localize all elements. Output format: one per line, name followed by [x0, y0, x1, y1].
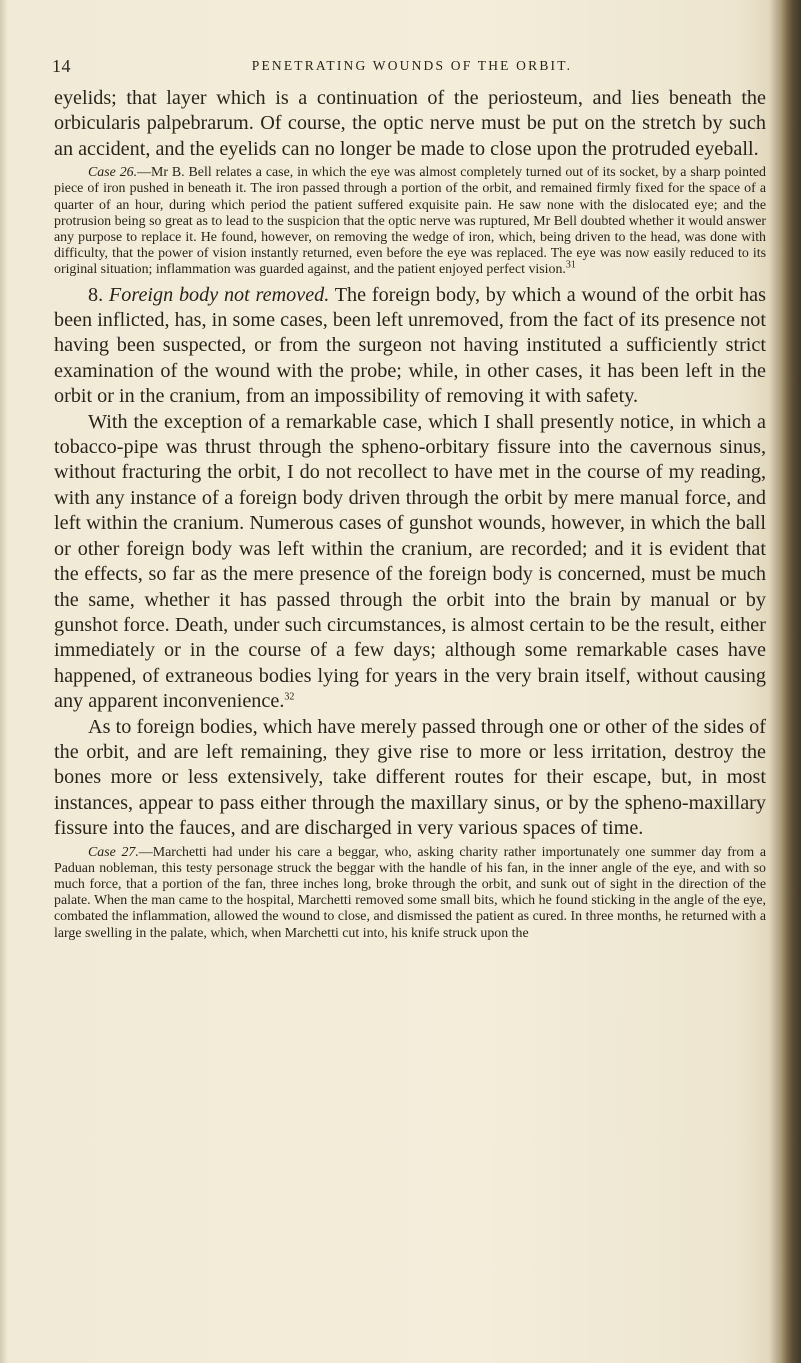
footnote-ref-31: 31 [565, 259, 576, 271]
page-gutter-shadow [0, 0, 8, 1363]
footnote-ref-32: 32 [284, 691, 295, 703]
section-8-text: The foreign body, by which a wound of the orbit has been inflicted, has, in some cases, been left unremoved, from the fact of its presence not having been suspected, or from the surgeon not having instituted a sufficiently strict examination of the wound with the probe; while, in other cases, it has been left in the orbit or in the cranium, from an impossibility of removing it with safety. [54, 283, 766, 408]
case-26-label: Case 26. [88, 165, 138, 181]
case-26 [54, 165, 766, 278]
paragraph-tobacco-pipe-text: With the exception of a remarkable case, which I shall presently notice, in which a tobacco-pipe was thrust through the spheno-orbitary fissure into the cavernous sinus, without fracturing the orbit, I do not recollect to have met in the course of my reading, with any instance of a foreign body driven through the orbit by mere manual force, and left within the cranium. Numerous cases of gunshot wounds, however, in which the ball or other foreign body was left within the cranium, are recorded; and it is evident that the effects, so far as the mere presence of the foreign body is concerned, must be much the same, whether it has passed through the orbit into the brain by manual or by gunshot force. Death, under such circumstances, is almost certain to be the result, either immediately or in the course of a few days; although some remarkable cases have happened, of extraneous bodies lying for years in the very brain itself, without causing any apparent inconvenience. [54, 410, 766, 713]
section-8 [54, 283, 766, 410]
page-number: 14 [52, 56, 71, 76]
paragraph-foreign-bodies: As to foreign bodies, which have merely passed through one or other of the sides of the orbit, and are left remaining, they give rise to more or less irritation, destroy the bones more or less extensively, take different routes for their escape, but, in most instances, appear to pass either through the maxillary sinus, or by the spheno-maxillary fissure into the fauces, and are discharged in very various spaces of time. [54, 715, 766, 840]
case-26-text: —Mr B. Bell relates a case, in which the eye was almost completely turned out of its socket, by a sharp pointed piece of iron pushed in beneath it. The iron passed through a portion of the orbit, and remained firmly fixed for the space of a quarter of an hour, during which period the patient suffered exquisite pain. He saw none with the dislocated eye; and the protrusion being so great as to lead to the suspicion that the optic nerve was ruptured, Mr Bell doubted whether it would answer any purpose to replace it. He found, however, on removing the wedge of iron, which, being driven to the head, was done with difficulty, that the power of vision instantly returned, even before the eye was replaced. The eye was now easily reduced to its original situation; inflammation was guarded against, and the patient enjoyed perfect vision. [54, 165, 766, 278]
section-8-title: Foreign body not removed. [108, 283, 330, 306]
section-8-number: 8. [88, 283, 104, 306]
case-27 [54, 845, 766, 942]
body-text [54, 86, 766, 946]
running-title: PENETRATING WOUNDS OF THE ORBIT. [251, 58, 573, 73]
paragraph-tobacco-pipe [54, 410, 766, 715]
case-27-label: Case 27. [88, 844, 139, 860]
book-binding-edge [779, 0, 801, 1363]
case-27-text: —Marchetti had under his care a beggar, who, asking charity rather importunately one summer day from a Paduan nobleman, this testy personage struck the beggar with the handle of his fan, in the inner angle of the eye, and with so much force, that a portion of the fan, three inches long, broke through the orbit, and sunk out of sight in the direction of the palate. When the man came to the hospital, Marchetti removed some small bits, which he found sticking in the angle of the eye, combated the inflammation, allowed the wound to close, and dismissed the patient as cured. In three months, he returned with a large swelling in the palate, which, when Marchetti cut into, his knife struck upon the [54, 844, 766, 941]
page-header [52, 56, 772, 80]
paragraph-eyelids: eyelids; that layer which is a continuation of the periosteum, and lies beneath the orbicularis palpebrarum. Of course, the optic nerve must be put on the stretch by such an accident, and the eyelids can no longer be made to close upon the protruded eyeball. [54, 87, 766, 160]
